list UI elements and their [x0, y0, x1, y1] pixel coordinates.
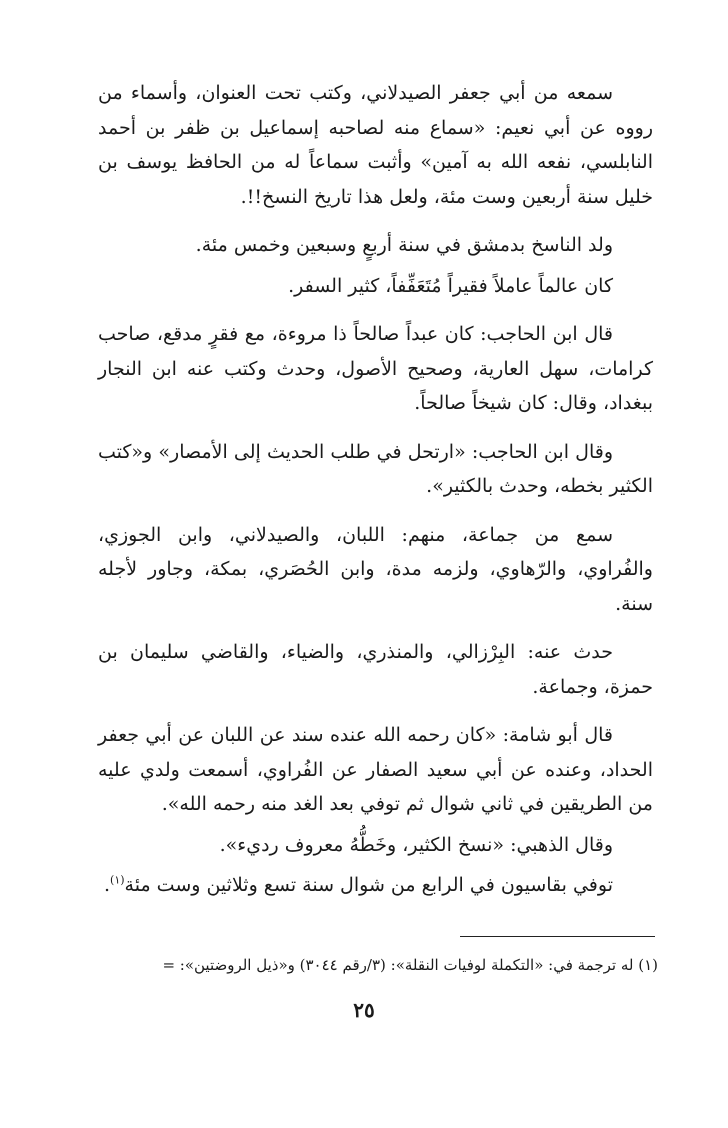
paragraph-9: وقال الذهبي: «نسخ الكثير، وخَطُّهُ معروف رديء». [219, 833, 613, 856]
paragraph-3: كان عالماً عاملاً فقيراً مُتَعَفِّفاً، كثير السفر. [288, 274, 613, 297]
footnote: (١) له ترجمة في: «التكملة لوفيات النقلة»: (٣/رقم ٣٠٤٤) و«ذيل الروضتين»: = [162, 956, 658, 974]
paragraph-8: قال أبو شامة: «كان رحمه الله عنده سند عن اللبان عن أبي جعفر الحداد، وعنده عن أبي سعيد الصفار عن الفُراوي، أسمعت ولدي عليه من الطريقين في ثاني شوال ثم توفي بعد الغد منه رحمه الله». [98, 724, 653, 815]
page-number: ٢٥ [353, 998, 375, 1022]
paragraph-10-text: توفي بقاسيون في الرابع من شوال سنة تسع وثلاثين وست مئة [124, 874, 613, 896]
paragraph-6: سمع من جماعة، منهم: اللبان، والصيدلاني، وابن الجوزي، والفُراوي، والرّهاوي، ولزمه مدة، وابن الحُصَري، بمكة، وجاور لأجله سنة. [98, 523, 653, 615]
paragraph-1: سمعه من أبي جعفر الصيدلاني، وكتب تحت العنوان، وأسماء من رووه عن أبي نعيم: «سماع منه لصاحبه إسماعيل بن ظفر بن أحمد النابلسي، نفعه الله به آمين» وأثبت سماعاً له من الحافظ يوسف بن خليل سنة أربعين وست مئة، ولعل هذا تاريخ النسخ!!. [98, 82, 653, 208]
main-text [98, 76, 653, 917]
footnote-divider [460, 936, 655, 937]
paragraph-4: قال ابن الحاجب: كان عبداً صالحاً ذا مروءة، مع فقرٍ مدقع، صاحب كرامات، سهل العارية، وصحيح الأصول، وحدث وكتب عنه ابن النجار ببغداد، وقال: كان شيخاً صالحاً. [98, 323, 653, 414]
period: . [103, 874, 111, 896]
paragraph-2: ولد الناسخ بدمشق في سنة أربعٍ وسبعين وخمس مئة. [195, 234, 613, 256]
footnote-reference[interactable]: (١) [110, 873, 125, 887]
paragraph-7: حدث عنه: البِرْزالي، والمنذري، والضياء، والقاضي سليمان بن حمزة، وجماعة. [98, 641, 653, 698]
paragraph-10 [98, 868, 653, 903]
paragraph-5: وقال ابن الحاجب: «ارتحل في طلب الحديث إلى الأمصار» و«كتب الكثير بخطه، وحدث بالكثير». [98, 440, 653, 497]
